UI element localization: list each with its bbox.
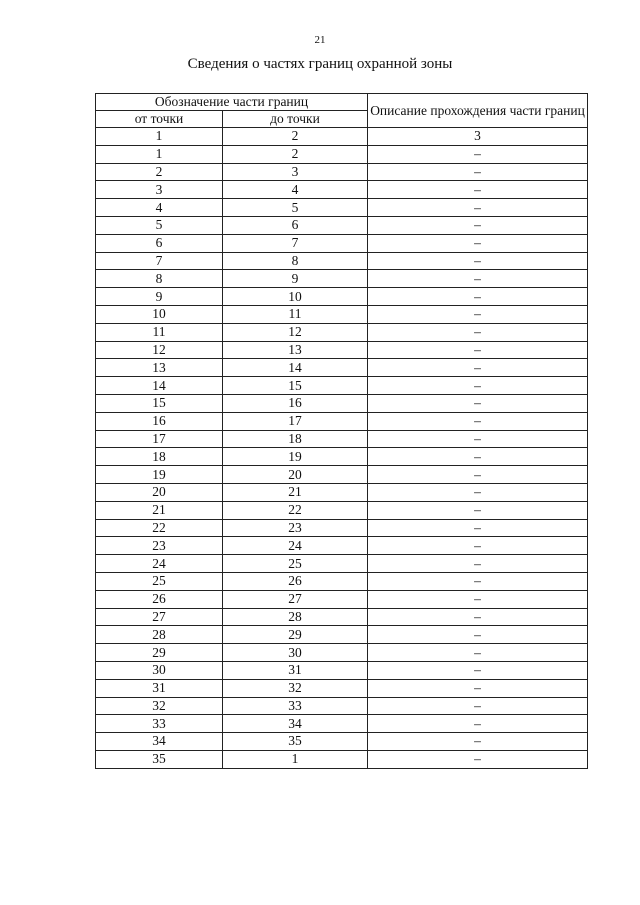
cell-from-point: 26 [96, 590, 223, 608]
cell-description: – [368, 626, 588, 644]
cell-to-point: 33 [223, 697, 368, 715]
header-boundary-designation: Обозначение части границ [96, 94, 368, 111]
cell-from-point: 27 [96, 608, 223, 626]
cell-to-point: 1 [223, 750, 368, 768]
cell-description: – [368, 199, 588, 217]
table-row [96, 270, 588, 288]
cell-to-point: 17 [223, 412, 368, 430]
table-row [96, 359, 588, 377]
table-row [96, 288, 588, 306]
cell-description: – [368, 537, 588, 555]
cell-to-point: 11 [223, 305, 368, 323]
header-from-point: от точки [96, 111, 223, 128]
cell-from-point: 33 [96, 715, 223, 733]
cell-description: – [368, 608, 588, 626]
cell-description: – [368, 216, 588, 234]
cell-from-point: 16 [96, 412, 223, 430]
cell-from-point: 28 [96, 626, 223, 644]
cell-description: – [368, 448, 588, 466]
cell-from-point: 32 [96, 697, 223, 715]
cell-description: – [368, 466, 588, 484]
table-row [96, 608, 588, 626]
cell-description: – [368, 519, 588, 537]
cell-from-point: 35 [96, 750, 223, 768]
cell-from-point: 21 [96, 501, 223, 519]
cell-from-point: 5 [96, 216, 223, 234]
table-row [96, 341, 588, 359]
cell-description: – [368, 697, 588, 715]
cell-to-point: 18 [223, 430, 368, 448]
cell-description: – [368, 377, 588, 395]
cell-from-point: 30 [96, 661, 223, 679]
table-row [96, 501, 588, 519]
cell-description: – [368, 394, 588, 412]
cell-to-point: 22 [223, 501, 368, 519]
cell-from-point: 3 [96, 181, 223, 199]
cell-description: – [368, 733, 588, 751]
table-row [96, 377, 588, 395]
boundary-parts-table [95, 93, 588, 769]
cell-to-point: 25 [223, 555, 368, 573]
cell-to-point: 12 [223, 323, 368, 341]
header-to-point: до точки [223, 111, 368, 128]
cell-from-point: 20 [96, 483, 223, 501]
cell-to-point: 4 [223, 181, 368, 199]
cell-to-point: 29 [223, 626, 368, 644]
cell-description: – [368, 412, 588, 430]
page-number: 21 [314, 34, 326, 46]
cell-from-point: 9 [96, 288, 223, 306]
table-row [96, 234, 588, 252]
cell-to-point: 15 [223, 377, 368, 395]
cell-description: – [368, 644, 588, 662]
cell-description: – [368, 590, 588, 608]
cell-to-point: 9 [223, 270, 368, 288]
cell-to-point: 7 [223, 234, 368, 252]
cell-to-point: 16 [223, 394, 368, 412]
column-index-from: 1 [96, 128, 223, 146]
cell-description: – [368, 750, 588, 768]
table-row [96, 305, 588, 323]
table-row [96, 252, 588, 270]
table-row [96, 537, 588, 555]
column-index-row [96, 128, 588, 146]
column-index-description: 3 [368, 128, 588, 146]
column-index-to: 2 [223, 128, 368, 146]
cell-to-point: 34 [223, 715, 368, 733]
cell-description: – [368, 305, 588, 323]
table-row [96, 715, 588, 733]
table-row [96, 519, 588, 537]
cell-to-point: 6 [223, 216, 368, 234]
table-row [96, 483, 588, 501]
cell-from-point: 15 [96, 394, 223, 412]
cell-from-point: 1 [96, 145, 223, 163]
table-row [96, 466, 588, 484]
cell-description: – [368, 181, 588, 199]
cell-from-point: 10 [96, 305, 223, 323]
cell-to-point: 3 [223, 163, 368, 181]
table-row [96, 644, 588, 662]
header-row-top [96, 94, 588, 111]
document-title: Сведения о частях границ охранной зоны [187, 56, 453, 72]
cell-from-point: 25 [96, 572, 223, 590]
cell-from-point: 24 [96, 555, 223, 573]
cell-description: – [368, 483, 588, 501]
cell-to-point: 32 [223, 679, 368, 697]
table-row [96, 216, 588, 234]
cell-to-point: 10 [223, 288, 368, 306]
cell-from-point: 7 [96, 252, 223, 270]
cell-to-point: 35 [223, 733, 368, 751]
cell-to-point: 2 [223, 145, 368, 163]
table-row [96, 430, 588, 448]
cell-from-point: 31 [96, 679, 223, 697]
cell-description: – [368, 234, 588, 252]
table-row [96, 145, 588, 163]
cell-description: – [368, 359, 588, 377]
cell-description: – [368, 288, 588, 306]
cell-from-point: 14 [96, 377, 223, 395]
table-row [96, 750, 588, 768]
table-body [96, 128, 588, 769]
cell-description: – [368, 572, 588, 590]
table-row [96, 394, 588, 412]
cell-to-point: 8 [223, 252, 368, 270]
cell-description: – [368, 252, 588, 270]
table-row [96, 733, 588, 751]
cell-from-point: 6 [96, 234, 223, 252]
cell-description: – [368, 661, 588, 679]
table-row [96, 697, 588, 715]
cell-from-point: 13 [96, 359, 223, 377]
table-row [96, 661, 588, 679]
cell-from-point: 23 [96, 537, 223, 555]
cell-from-point: 12 [96, 341, 223, 359]
cell-to-point: 30 [223, 644, 368, 662]
cell-from-point: 4 [96, 199, 223, 217]
cell-to-point: 31 [223, 661, 368, 679]
cell-to-point: 23 [223, 519, 368, 537]
table-row [96, 199, 588, 217]
cell-to-point: 24 [223, 537, 368, 555]
cell-to-point: 13 [223, 341, 368, 359]
cell-from-point: 29 [96, 644, 223, 662]
cell-description: – [368, 715, 588, 733]
cell-description: – [368, 430, 588, 448]
cell-from-point: 2 [96, 163, 223, 181]
table-row [96, 323, 588, 341]
cell-description: – [368, 163, 588, 181]
cell-description: – [368, 341, 588, 359]
cell-to-point: 5 [223, 199, 368, 217]
cell-description: – [368, 145, 588, 163]
cell-description: – [368, 555, 588, 573]
table-header [96, 94, 588, 128]
cell-to-point: 20 [223, 466, 368, 484]
table-row [96, 590, 588, 608]
cell-from-point: 34 [96, 733, 223, 751]
cell-to-point: 28 [223, 608, 368, 626]
cell-from-point: 17 [96, 430, 223, 448]
cell-to-point: 19 [223, 448, 368, 466]
cell-from-point: 18 [96, 448, 223, 466]
table-row [96, 555, 588, 573]
table-row [96, 412, 588, 430]
cell-description: – [368, 501, 588, 519]
table-row [96, 626, 588, 644]
cell-to-point: 27 [223, 590, 368, 608]
table-row [96, 163, 588, 181]
cell-from-point: 19 [96, 466, 223, 484]
table-row [96, 448, 588, 466]
cell-to-point: 14 [223, 359, 368, 377]
cell-to-point: 26 [223, 572, 368, 590]
cell-description: – [368, 270, 588, 288]
cell-description: – [368, 679, 588, 697]
cell-to-point: 21 [223, 483, 368, 501]
cell-from-point: 8 [96, 270, 223, 288]
table-row [96, 679, 588, 697]
cell-from-point: 22 [96, 519, 223, 537]
header-description: Описание прохождения части границ [368, 94, 588, 128]
cell-description: – [368, 323, 588, 341]
table-row [96, 181, 588, 199]
cell-from-point: 11 [96, 323, 223, 341]
table-row [96, 572, 588, 590]
